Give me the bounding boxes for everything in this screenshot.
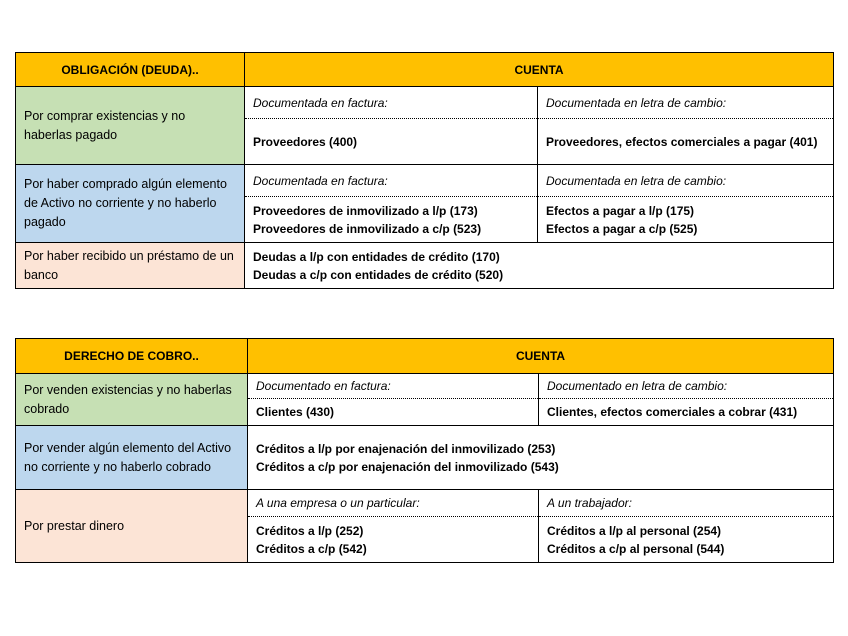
accounts-253-543 bbox=[248, 426, 834, 490]
sub-invoice: Documentado en factura: bbox=[248, 374, 539, 399]
obligation-purchase-stock: Por comprar existencias y no haberlas pagado bbox=[16, 87, 245, 165]
account-523: Proveedores de inmovilizado a c/p (523) bbox=[253, 221, 482, 236]
obligation-header: OBLIGACIÓN (DEUDA).. bbox=[16, 53, 245, 87]
obligations-table bbox=[15, 52, 834, 289]
obligation-noncurrent-asset: Por haber comprado algún elemento de Activo no corriente y no haberlo pagado bbox=[16, 165, 245, 243]
receivable-sell-stock: Por venden existencias y no haberlas cobrado bbox=[16, 374, 248, 426]
account-431: Clientes, efectos comerciales a cobrar (431) bbox=[539, 399, 834, 426]
sub-company-or-individual: A una empresa o un particular: bbox=[248, 490, 539, 517]
sub-invoice: Documentada en factura: bbox=[245, 165, 538, 197]
account-175: Efectos a pagar a l/p (175) bbox=[546, 203, 695, 218]
account-header: CUENTA bbox=[248, 339, 834, 374]
sub-employee: A un trabajador: bbox=[539, 490, 834, 517]
account-401: Proveedores, efectos comerciales a pagar (401) bbox=[538, 119, 834, 165]
account-252: Créditos a l/p (252) bbox=[256, 523, 364, 538]
receivables-table bbox=[15, 338, 834, 563]
account-520: Deudas a c/p con entidades de crédito (520) bbox=[253, 267, 504, 282]
sub-invoice: Documentada en factura: bbox=[245, 87, 538, 119]
account-header: CUENTA bbox=[245, 53, 834, 87]
sub-bill-of-exchange: Documentado en letra de cambio: bbox=[539, 374, 834, 399]
accounts-252-542 bbox=[248, 517, 539, 563]
account-544: Créditos a c/p al personal (544) bbox=[547, 541, 725, 556]
account-254: Créditos a l/p al personal (254) bbox=[547, 523, 722, 538]
accounts-175-525 bbox=[538, 197, 834, 243]
accounts-254-544 bbox=[539, 517, 834, 563]
account-253: Créditos a l/p por enajenación del inmovilizado (253) bbox=[256, 441, 556, 456]
receivable-header: DERECHO DE COBRO.. bbox=[16, 339, 248, 374]
account-543: Créditos a c/p por enajenación del inmovilizado (543) bbox=[256, 459, 559, 474]
account-430: Clientes (430) bbox=[248, 399, 539, 426]
account-400: Proveedores (400) bbox=[245, 119, 538, 165]
receivable-lend-money: Por prestar dinero bbox=[16, 490, 248, 563]
account-542: Créditos a c/p (542) bbox=[256, 541, 367, 556]
sub-bill-of-exchange: Documentada en letra de cambio: bbox=[538, 165, 834, 197]
sub-bill-of-exchange: Documentada en letra de cambio: bbox=[538, 87, 834, 119]
account-170: Deudas a l/p con entidades de crédito (170) bbox=[253, 249, 500, 264]
account-525: Efectos a pagar a c/p (525) bbox=[546, 221, 698, 236]
receivable-noncurrent-asset: Por vender algún elemento del Activo no corriente y no haberlo cobrado bbox=[16, 426, 248, 490]
obligation-bank-loan: Por haber recibido un préstamo de un banco bbox=[16, 243, 245, 289]
accounts-173-523 bbox=[245, 197, 538, 243]
accounts-170-520 bbox=[245, 243, 834, 289]
account-173: Proveedores de inmovilizado a l/p (173) bbox=[253, 203, 478, 218]
